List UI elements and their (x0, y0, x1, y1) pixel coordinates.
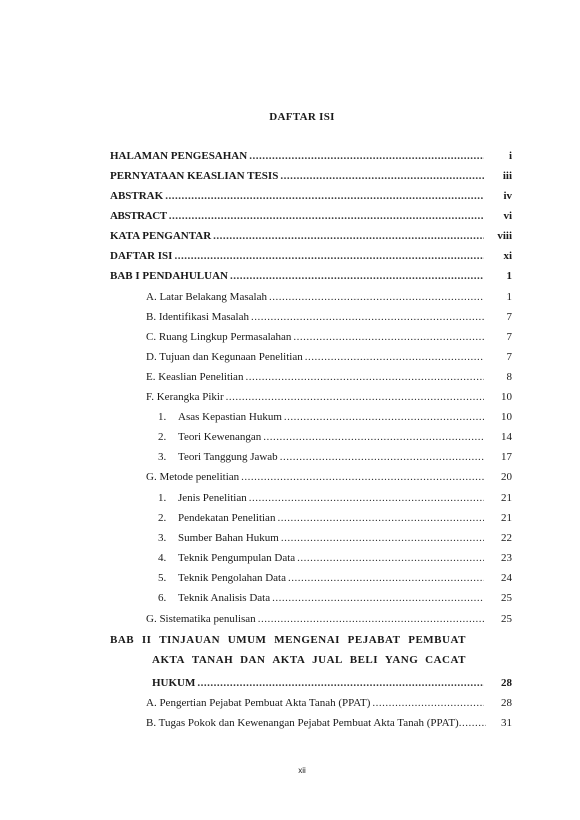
toc-entry-page: iv (503, 190, 512, 202)
toc-subsubentry[interactable] (158, 431, 512, 449)
toc-entry-label: F. Kerangka Pikir (146, 391, 224, 403)
heading-word: TINJAUAN (159, 634, 221, 646)
toc-entry-page: 8 (506, 371, 512, 383)
heading-word: UMUM (227, 634, 267, 646)
page-number: xii (298, 766, 306, 775)
toc-entry[interactable] (110, 230, 512, 248)
toc-entry-label: G. Sistematika penulisan (146, 613, 256, 625)
toc-entry-page: 31 (501, 717, 512, 729)
dot-leader (277, 512, 484, 524)
toc-entry-page: 21 (501, 512, 512, 524)
toc-subentry[interactable] (146, 291, 512, 309)
toc-entry-page: 23 (501, 552, 512, 564)
dot-leader (245, 371, 484, 383)
toc-entry-page: 14 (501, 431, 512, 443)
item-number: 2. (158, 431, 167, 443)
dot-leader (297, 552, 484, 564)
item-number: 6. (158, 592, 167, 604)
toc-entry-label: Teknik Pengolahan Data (178, 572, 286, 584)
toc-subsubentry[interactable] (158, 512, 512, 530)
toc-entry-page: 1 (506, 270, 512, 282)
toc-entry-page: 7 (506, 351, 512, 363)
toc-entry[interactable] (110, 170, 512, 188)
dot-leader (251, 311, 484, 323)
item-number: 2. (158, 512, 167, 524)
toc-entry-page: vi (503, 210, 512, 222)
dot-leader (280, 170, 484, 182)
heading-word: YANG (384, 654, 419, 666)
toc-entry-label: C. Ruang Lingkup Permasalahan (146, 331, 292, 343)
dot-leader (269, 291, 484, 303)
toc-entry-page: 25 (501, 613, 512, 625)
toc-entry-page: 10 (501, 411, 512, 423)
dot-leader (288, 572, 484, 584)
dot-leader (197, 677, 484, 689)
item-number: 4. (158, 552, 167, 564)
toc-subsubentry[interactable] (158, 451, 512, 469)
toc-subsubentry[interactable] (158, 411, 512, 429)
toc-entry-page: 24 (501, 572, 512, 584)
heading-word: DAN (240, 654, 266, 666)
dot-leader (305, 351, 484, 363)
toc-entry-page: 21 (501, 492, 512, 504)
page-title: DAFTAR ISI (269, 111, 335, 123)
toc-entry[interactable] (152, 677, 512, 695)
toc-entry-page: i (508, 150, 512, 162)
dot-leader (280, 451, 484, 463)
toc-entry-label: A. Pengertian Pejabat Pembuat Akta Tanah (PPAT) (146, 697, 371, 709)
toc-entry-page: 22 (501, 532, 512, 544)
dot-leader (258, 613, 484, 625)
toc-entry-page: 28 (501, 677, 512, 689)
toc-entry[interactable] (110, 270, 512, 288)
toc-entry-label: Sumber Bahan Hukum (178, 532, 279, 544)
toc-subentry[interactable] (146, 311, 512, 329)
toc-entry-page: 28 (501, 697, 512, 709)
toc-subentry[interactable] (146, 351, 512, 369)
dot-leader (230, 270, 484, 282)
dot-leader (213, 230, 484, 242)
toc-entry-page: 1 (506, 291, 512, 303)
heading-word: PEMBUAT (408, 634, 466, 646)
dot-leader (293, 331, 484, 343)
dot-leader (241, 471, 484, 483)
toc-subsubentry[interactable] (158, 592, 512, 610)
toc-entry-page: xi (503, 250, 512, 262)
dot-leader (372, 697, 484, 709)
toc-entry-label: Teori Kewenangan (178, 431, 262, 443)
toc-entry-label: Teori Tanggung Jawab (178, 451, 278, 463)
heading-word: AKTA (152, 654, 185, 666)
toc-entry-page: 7 (506, 331, 512, 343)
toc-subsubentry[interactable] (158, 552, 512, 570)
toc-entry[interactable] (110, 210, 512, 228)
toc-entry-label: HUKUM (152, 677, 196, 689)
toc-entry-label: KATA PENGANTAR (110, 230, 212, 242)
toc-entry-label: A. Latar Belakang Masalah (146, 291, 267, 303)
dot-leader (226, 391, 484, 403)
toc-entry-label: G. Metode penelitian (146, 471, 240, 483)
toc-entry-label: DAFTAR ISI (110, 250, 173, 262)
chapter-heading-line-1 (110, 634, 466, 654)
toc-subsubentry[interactable] (158, 572, 512, 590)
heading-word: II (141, 634, 152, 646)
toc-subentry[interactable] (146, 391, 512, 409)
heading-word: AKTA (272, 654, 306, 666)
toc-entry-label: BAB I PENDAHULUAN (110, 270, 228, 282)
item-number: 3. (158, 532, 167, 544)
toc-entry-label: Pendekatan Penelitian (178, 512, 276, 524)
toc-subentry[interactable] (146, 613, 512, 631)
toc-subentry[interactable] (146, 471, 512, 489)
toc-entry-label: B. Identifikasi Masalah (146, 311, 249, 323)
heading-word: BAB (110, 634, 135, 646)
toc-entry-label: D. Tujuan dan Kegunaan Penelitian (146, 351, 303, 363)
dot-leader (165, 190, 484, 202)
chapter-heading-line-2 (152, 654, 466, 674)
item-number: 3. (158, 451, 167, 463)
toc-subentry[interactable] (146, 717, 512, 735)
heading-word: MENGENAI (274, 634, 340, 646)
toc-subentry[interactable] (146, 697, 512, 715)
toc-entry-page: 10 (501, 391, 512, 403)
dot-leader (169, 210, 484, 222)
dot-leader (174, 250, 484, 262)
heading-word: JUAL (312, 654, 343, 666)
dot-leader (249, 150, 484, 162)
dot-leader (284, 411, 484, 423)
toc-entry-label: Teknik Analisis Data (178, 592, 271, 604)
toc-entry-label: Jenis Penelitian (178, 492, 247, 504)
dot-leader (272, 592, 484, 604)
toc-entry[interactable] (110, 190, 512, 208)
dot-leader (281, 532, 484, 544)
dot-leader (249, 492, 484, 504)
toc-entry-page: 17 (501, 451, 512, 463)
toc-entry[interactable] (110, 150, 512, 168)
toc-entry-page: 7 (506, 311, 512, 323)
toc-subsubentry[interactable] (158, 532, 512, 550)
toc-entry-page: viii (497, 230, 512, 242)
toc-entry-label: ABSTRAK (110, 190, 164, 202)
toc-subentry[interactable] (146, 371, 512, 389)
item-number: 1. (158, 411, 167, 423)
toc-entry-label: PERNYATAAN KEASLIAN TESIS (110, 170, 279, 182)
toc-entry-label: Asas Kepastian Hukum (178, 411, 282, 423)
heading-word: BELI (349, 654, 379, 666)
heading-word: TANAH (191, 654, 234, 666)
toc-entry-page: iii (502, 170, 512, 182)
toc-chapter-heading[interactable] (110, 634, 512, 674)
toc-entry-label: Teknik Pengumpulan Data (178, 552, 296, 564)
toc-subentry[interactable] (146, 331, 512, 349)
toc-entry[interactable] (110, 250, 512, 268)
dot-leader (263, 431, 484, 443)
toc-entry-label: ABSTRACT (110, 210, 167, 222)
toc-entry-page: 25 (501, 592, 512, 604)
toc-subsubentry[interactable] (158, 492, 512, 510)
toc-entry-label: HALAMAN PENGESAHAN (110, 150, 248, 162)
toc-entry-page: 20 (501, 471, 512, 483)
toc-entry-label: B. Tugas Pokok dan Kewenangan Pejabat Pembuat Akta Tanah (PPAT) (146, 717, 459, 729)
toc-entry-label: E. Keaslian Penelitian (146, 371, 244, 383)
dot-leader (459, 717, 486, 729)
item-number: 1. (158, 492, 167, 504)
heading-word: CACAT (425, 654, 466, 666)
item-number: 5. (158, 572, 167, 584)
heading-word: PEJABAT (347, 634, 401, 646)
